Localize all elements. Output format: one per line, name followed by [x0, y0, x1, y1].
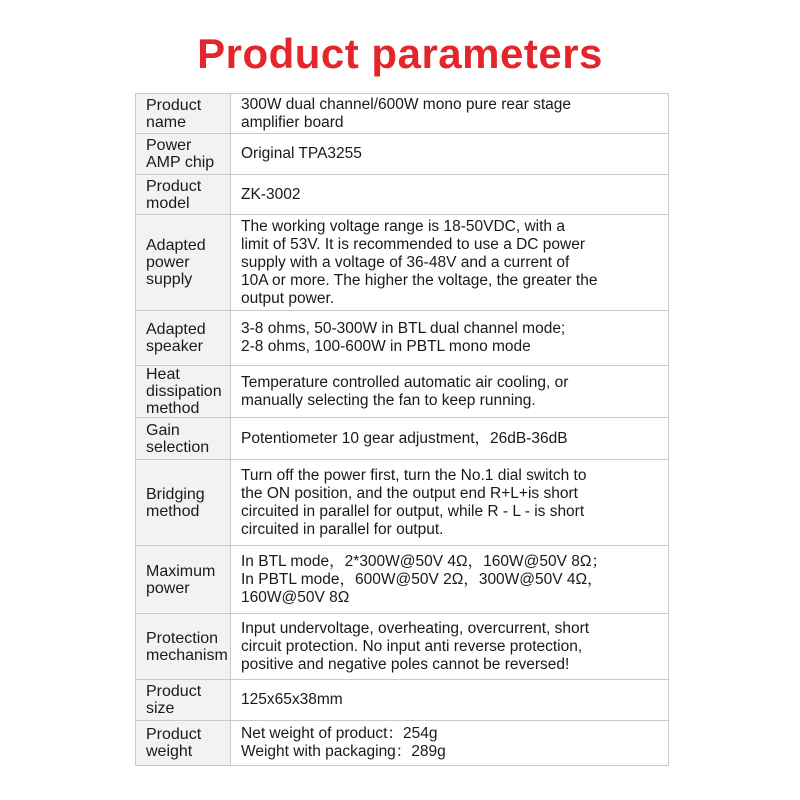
table-row-product-name: [136, 94, 669, 134]
table-row-heat-dissipation: [136, 366, 669, 418]
row-label: Maximum power: [136, 546, 231, 614]
table-row-adapted-power-supply: [136, 215, 669, 311]
row-value: Input undervoltage, overheating, overcurrent, short circuit protection. No input anti reverse protection, positive and negative poles cannot be reversed!: [231, 614, 669, 680]
row-value: 3-8 ohms, 50-300W in BTL dual channel mode; 2-8 ohms, 100-600W in PBTL mono mode: [231, 311, 669, 366]
row-label: Gain selection: [136, 418, 231, 460]
row-label: Power AMP chip: [136, 134, 231, 175]
row-label: Protection mechanism: [136, 614, 231, 680]
table-row-bridging-method: [136, 460, 669, 546]
row-value: Turn off the power first, turn the No.1 dial switch to the ON position, and the output end R+L+is short circuited in parallel for output, while R - L - is short circuited in parallel for output.: [231, 460, 669, 546]
table-row-gain-selection: [136, 418, 669, 460]
row-label: Heat dissipation method: [136, 366, 231, 418]
row-label: Product size: [136, 680, 231, 721]
row-value: Temperature controlled automatic air cooling, or manually selecting the fan to keep running.: [231, 366, 669, 418]
row-value: 300W dual channel/600W mono pure rear stage amplifier board: [231, 94, 669, 134]
row-value: Net weight of product：254g Weight with packaging：289g: [231, 721, 669, 766]
row-label: Product weight: [136, 721, 231, 766]
page-title: Product parameters: [197, 30, 603, 77]
table-row-adapted-speaker: [136, 311, 669, 366]
row-label: Adapted speaker: [136, 311, 231, 366]
parameters-table: [135, 93, 669, 766]
table-row-power-amp-chip: [136, 134, 669, 175]
table-row-product-model: [136, 175, 669, 215]
table-row-product-weight: [136, 721, 669, 766]
row-value: In BTL mode，2*300W@50V 4Ω，160W@50V 8Ω； In PBTL mode，600W@50V 2Ω，300W@50V 4Ω， 160W@50V 8Ω: [231, 546, 669, 614]
row-label: Bridging method: [136, 460, 231, 546]
row-value: ZK-3002: [231, 175, 669, 215]
row-label: Adapted power supply: [136, 215, 231, 311]
row-label: Product name: [136, 94, 231, 134]
row-value: Original TPA3255: [231, 134, 669, 175]
row-value: 125x65x38mm: [231, 680, 669, 721]
row-label: Product model: [136, 175, 231, 215]
table-row-product-size: [136, 680, 669, 721]
row-value: The working voltage range is 18-50VDC, with a limit of 53V. It is recommended to use a DC power supply with a voltage of 36-48V and a current of 10A or more. The higher the voltage, the greater the output power.: [231, 215, 669, 311]
row-value: Potentiometer 10 gear adjustment，26dB-36dB: [231, 418, 669, 460]
table-row-protection-mechanism: [136, 614, 669, 680]
table-row-maximum-power: [136, 546, 669, 614]
